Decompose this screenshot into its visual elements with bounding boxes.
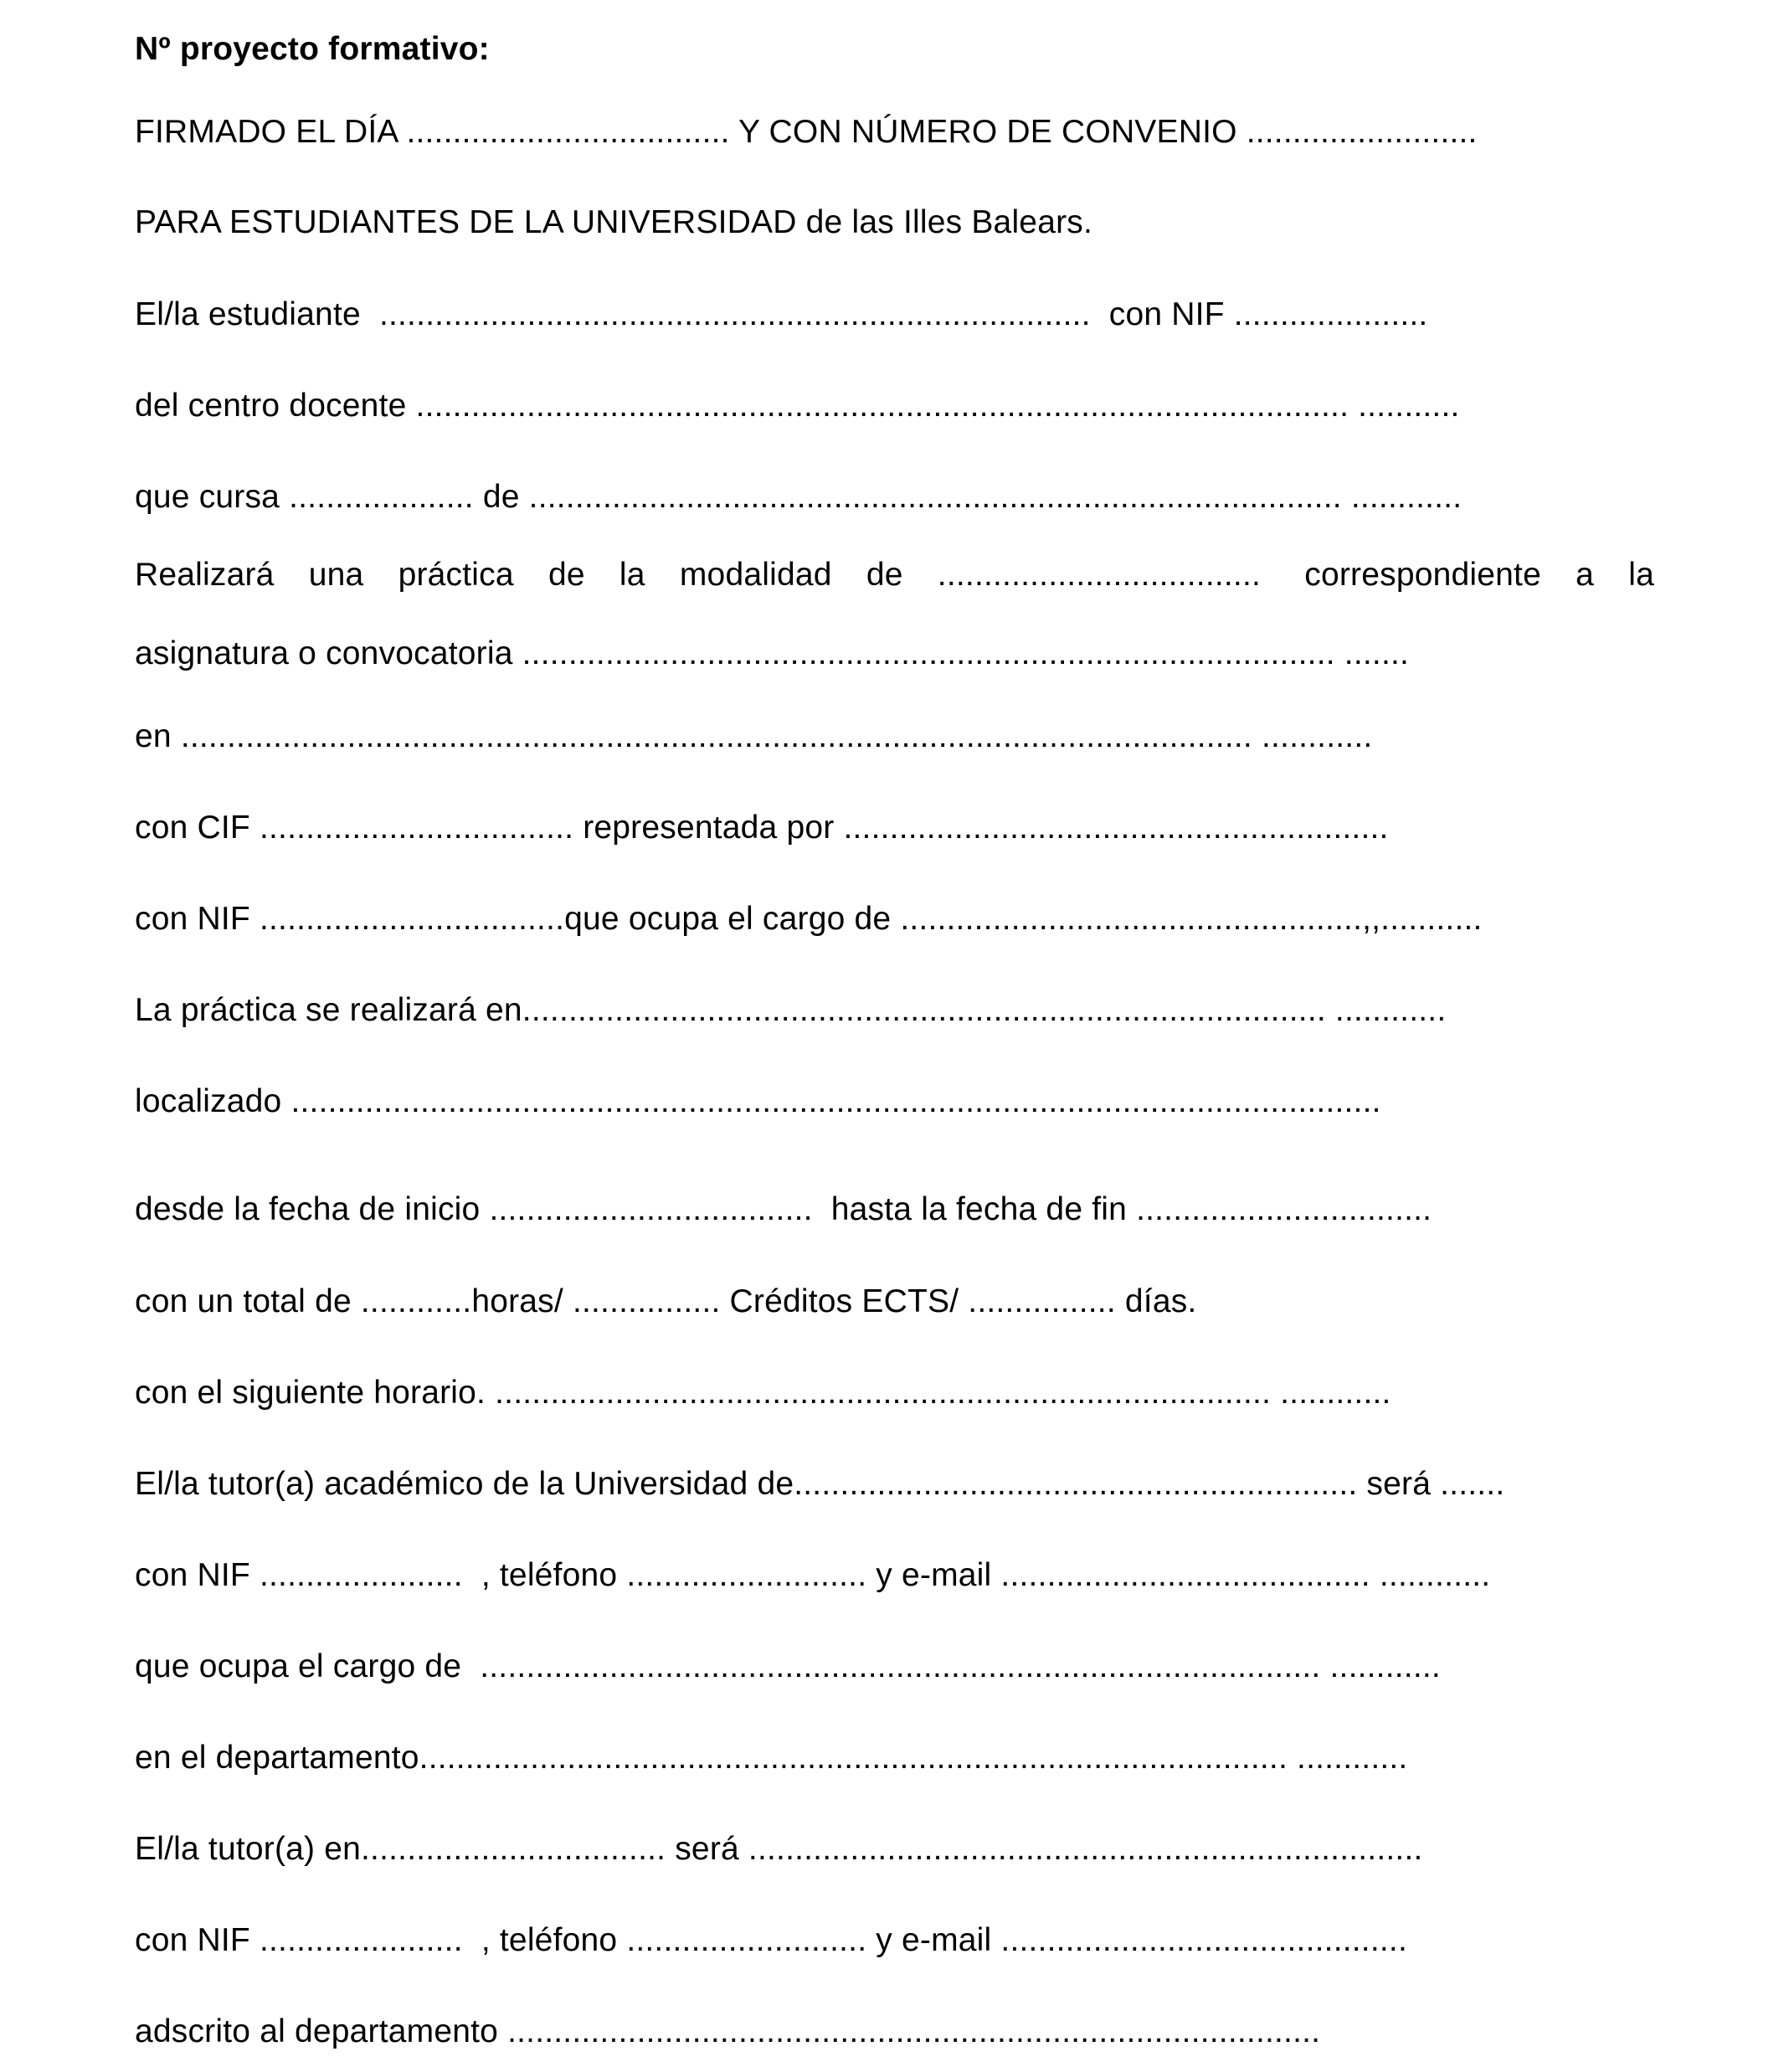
modality-word: Realizará: [135, 557, 275, 593]
representative-nif-line: con NIF .................................que ocupa el cargo de ..................................................,,...........: [135, 901, 1483, 937]
modality-word: una: [308, 557, 364, 593]
academic-tutor-position-line: que ocupa el cargo de ........................................................................................... ............: [135, 1648, 1441, 1684]
signed-date-agreement-line: FIRMADO EL DÍA ................................... Y CON NÚMERO DE CONVENIO .........................: [135, 114, 1478, 150]
modality-word: la: [619, 557, 645, 593]
dates-line: desde la fecha de inicio ................................... hasta la fecha de fin ................................: [135, 1191, 1432, 1227]
university-students-line: PARA ESTUDIANTES DE LA UNIVERSIDAD de las Illes Balears.: [135, 204, 1093, 240]
practice-modality-line: [135, 554, 1654, 596]
modality-word: práctica: [398, 557, 514, 593]
modality-word: la: [1628, 557, 1654, 593]
company-tutor-department-line: adscrito al departamento ........................................................................................: [135, 2013, 1321, 2049]
subject-call-line: asignatura o convocatoria ........................................................................................ .......: [135, 635, 1410, 671]
modality-word: correspondiente: [1295, 557, 1541, 593]
student-nif-line: El/la estudiante ............................................................................. con NIF .....................: [135, 296, 1428, 332]
localized-line: localizado ......................................................................................................................: [135, 1083, 1381, 1119]
practice-location-line: La práctica se realizará en....................................................................................... ............: [135, 992, 1447, 1028]
academic-tutor-line: El/la tutor(a) académico de la Universidad de............................................................. será .......: [135, 1466, 1505, 1502]
academic-tutor-contact-line: con NIF ...................... , teléfono .......................... y e-mail ........................................ ............: [135, 1557, 1491, 1593]
teaching-center-line: del centro docente ..................................................................................................... ...........: [135, 388, 1460, 424]
modality-word: a: [1576, 557, 1595, 593]
hours-credits-days-line: con un total de ............horas/ ................ Créditos ECTS/ ................ días.: [135, 1283, 1197, 1319]
company-tutor-contact-line: con NIF ...................... , teléfono .......................... y e-mail ............................................: [135, 1922, 1407, 1958]
academic-tutor-department-line: en el departamento.............................................................................................. ............: [135, 1740, 1408, 1776]
company-tutor-line: El/la tutor(a) en................................. será .........................................................................: [135, 1831, 1423, 1867]
studies-line: que cursa .................... de ........................................................................................ ............: [135, 479, 1463, 515]
modality-blank: ...................................: [937, 557, 1262, 593]
cif-represented-line: con CIF .................................. representada por ...........................................................: [135, 810, 1389, 846]
project-number-heading: Nº proyecto formativo:: [135, 31, 490, 67]
schedule-line: con el siguiente horario. .................................................................................... ............: [135, 1375, 1391, 1411]
modality-word: de: [547, 557, 585, 593]
modality-word: de: [866, 557, 903, 593]
company-line: en .................................................................................................................... ............: [135, 718, 1373, 754]
modality-word: modalidad: [679, 557, 832, 593]
